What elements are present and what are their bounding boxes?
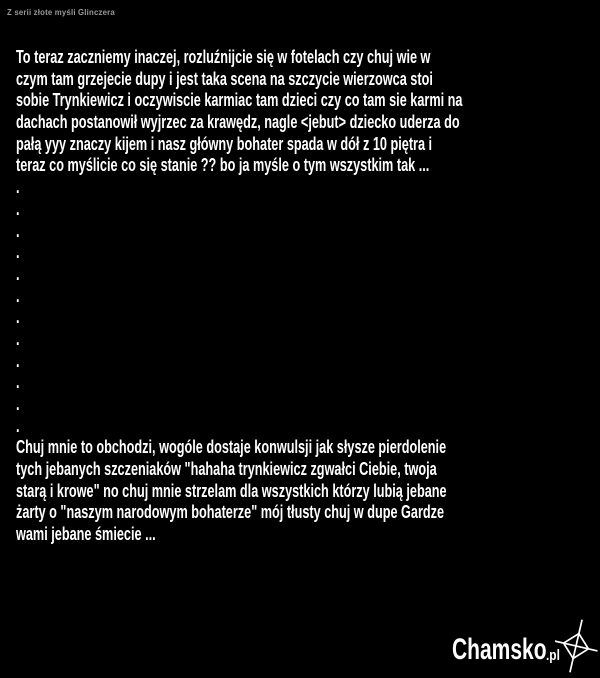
meme-text	[16, 47, 462, 546]
dot-line: .	[16, 263, 20, 284]
paragraph2-line: Chuj mnie to obchodzi, wogóle dostaje konwulsji jak słysze pierdolenie	[16, 437, 447, 458]
paragraph1-line: pałą yyy znaczy kijem i nasz główny bohater spada w dół z 10 piętra i	[16, 133, 433, 154]
dot-line: .	[16, 177, 20, 198]
paragraph1-line: teraz co myślicie co się stanie ?? bo ja myśle o tym wszystkim tak ...	[16, 155, 430, 176]
dot-line: .	[16, 307, 20, 328]
dot-line: .	[16, 242, 20, 263]
tilted-hash-icon	[555, 617, 599, 675]
dot-line: .	[16, 415, 20, 436]
dot-line: .	[16, 220, 20, 241]
paragraph2-line: tych jebanych szczeniaków "hahaha trynkiewicz zgwałci Ciebie, twoja	[16, 459, 437, 480]
dot-line: .	[16, 372, 20, 393]
dot-line: .	[16, 285, 20, 306]
dot-line: .	[16, 350, 20, 371]
paragraph2-line: starą i krowe" no chuj mnie strzelam dla wszystkich którzy lubią jebane	[16, 480, 447, 501]
series-caption: Z serii złote myśli Glinczera	[7, 7, 115, 17]
chamsko-brand-text: Chamsko	[452, 633, 547, 666]
paragraph2-line: wami jebane śmiecie ...	[16, 524, 156, 545]
dot-line: .	[16, 394, 20, 414]
paragraph1-line: czym tam grzejecie dupy i jest taka scena na szczycie wierzowca stoi	[16, 68, 433, 89]
chamsko-tld-text: .pl	[546, 648, 560, 664]
dot-line: .	[16, 198, 20, 219]
paragraph1-line: To teraz zaczniemy inaczej, rozluźnijcie się w fotelach czy chuj wie w	[16, 47, 431, 67]
paragraph1-line: sobie Trynkiewicz i oczywiscie karmiac tam dzieci czy co tam sie karmi na	[16, 90, 463, 111]
paragraph1-line: dachach postanowił wyjrzec za krawędz, nagle <jebut> dziecko uderza do	[16, 112, 460, 133]
paragraph2-line: żarty o "naszym narodowym bohaterze" mój tłusty chuj w dupe Gardze	[16, 502, 445, 523]
dot-line: .	[16, 328, 20, 349]
